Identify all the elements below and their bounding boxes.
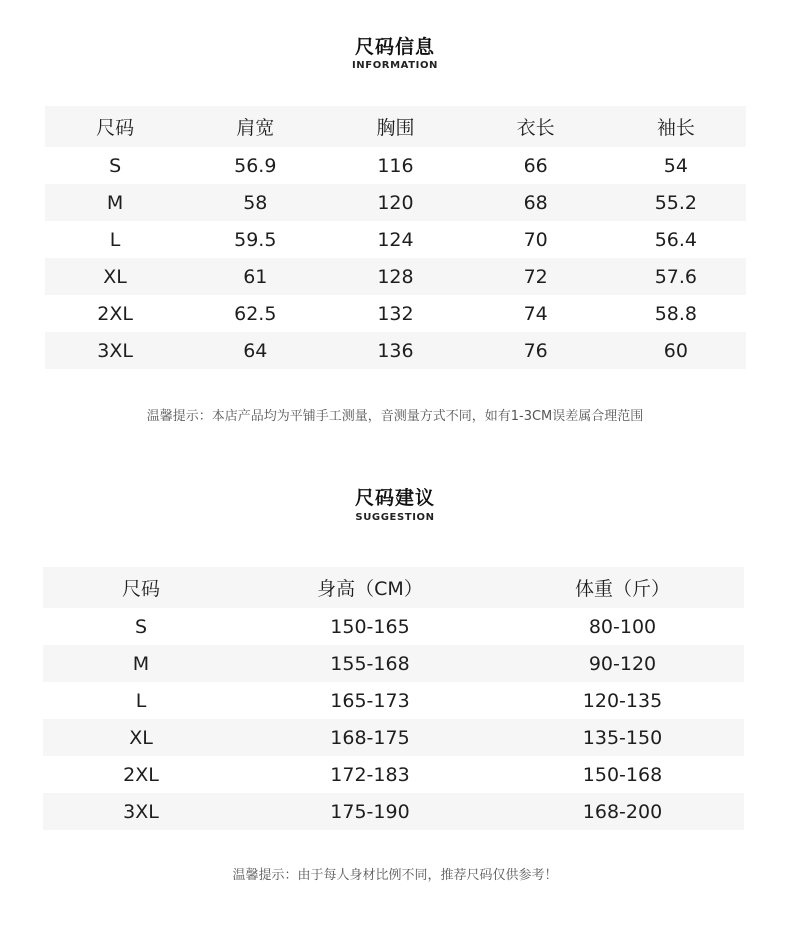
table-row (43, 645, 744, 682)
table-row (43, 719, 744, 756)
cell-weight: 80-100 (588, 615, 657, 638)
cell-length: 74 (523, 302, 548, 325)
info-section-title: 尺码信息 (354, 36, 435, 58)
cell-size: 3XL (45, 332, 185, 369)
cell-sleeve: 55.2 (606, 184, 746, 221)
cell-size: 2XL (97, 302, 133, 325)
cell-size: S (134, 615, 148, 638)
cell-shoulder: 64 (185, 332, 325, 369)
cell-height: 175-190 (239, 793, 501, 830)
cell-size: XL (45, 258, 185, 295)
cell-height: 155-168 (239, 645, 501, 682)
table-row (45, 184, 746, 221)
cell-size: S (109, 154, 122, 177)
cell-weight: 135-150 (501, 719, 744, 756)
cell-height: 165-173 (330, 689, 410, 712)
cell-chest: 136 (325, 332, 465, 369)
cell-weight: 90-120 (501, 645, 744, 682)
cell-size: M (45, 184, 185, 221)
cell-weight: 150-168 (582, 763, 663, 786)
info-section-subtitle: INFORMATION (351, 60, 439, 71)
cell-height: 150-165 (330, 615, 410, 638)
header-size: 尺码 (45, 106, 185, 147)
cell-size: 2XL (123, 763, 159, 786)
cell-length: 68 (466, 184, 606, 221)
suggestion-note: 温馨提示：由于每人身材比例不同，推荐尺码仅供参考！ (232, 868, 558, 883)
cell-shoulder: 61 (185, 258, 325, 295)
cell-height: 172-183 (330, 763, 410, 786)
cell-shoulder: 62.5 (234, 302, 277, 325)
cell-weight: 120-135 (582, 689, 663, 712)
cell-size: L (135, 689, 147, 712)
cell-size: M (43, 645, 239, 682)
header-height: 身高（CM） (239, 567, 501, 608)
table-row (43, 608, 744, 645)
cell-sleeve: 57.6 (606, 258, 746, 295)
header-size: 尺码 (43, 567, 239, 608)
cell-length: 70 (523, 228, 548, 251)
cell-shoulder: 59.5 (234, 228, 277, 251)
cell-chest: 116 (377, 154, 414, 177)
header-weight: 体重（斤） (501, 567, 744, 608)
table-row (45, 221, 746, 258)
cell-sleeve: 54 (663, 154, 688, 177)
suggestion-section-title: 尺码建议 (354, 487, 435, 509)
header-chest: 胸围 (325, 106, 465, 147)
cell-chest: 128 (325, 258, 465, 295)
table-row (43, 793, 744, 830)
cell-length: 72 (466, 258, 606, 295)
cell-size: XL (43, 719, 239, 756)
table-header-row (43, 567, 744, 608)
info-note: 温馨提示：本店产品均为平铺手工测量，音测量方式不同，如有1-3CM误差属合理范围 (146, 409, 644, 424)
cell-sleeve: 60 (606, 332, 746, 369)
cell-height: 168-175 (239, 719, 501, 756)
cell-chest: 120 (325, 184, 465, 221)
header-length: 衣长 (466, 106, 606, 147)
table-row (45, 258, 746, 295)
cell-shoulder: 56.9 (234, 154, 277, 177)
cell-length: 76 (466, 332, 606, 369)
table-row (45, 295, 746, 332)
size-info-table (45, 106, 746, 369)
suggestion-section-subtitle: SUGGESTION (355, 512, 435, 523)
header-sleeve: 袖长 (606, 106, 746, 147)
cell-sleeve: 56.4 (654, 228, 698, 251)
header-shoulder: 肩宽 (185, 106, 325, 147)
cell-size: 3XL (43, 793, 239, 830)
cell-length: 66 (523, 154, 548, 177)
table-row (43, 682, 744, 719)
cell-sleeve: 58.8 (654, 302, 698, 325)
table-row (45, 332, 746, 369)
table-header-row (45, 106, 746, 147)
size-suggestion-table (43, 567, 744, 830)
cell-size: L (109, 228, 121, 251)
table-row (45, 147, 746, 184)
table-row (43, 756, 744, 793)
cell-chest: 132 (377, 302, 414, 325)
cell-chest: 124 (377, 228, 414, 251)
cell-weight: 168-200 (501, 793, 744, 830)
cell-shoulder: 58 (185, 184, 325, 221)
